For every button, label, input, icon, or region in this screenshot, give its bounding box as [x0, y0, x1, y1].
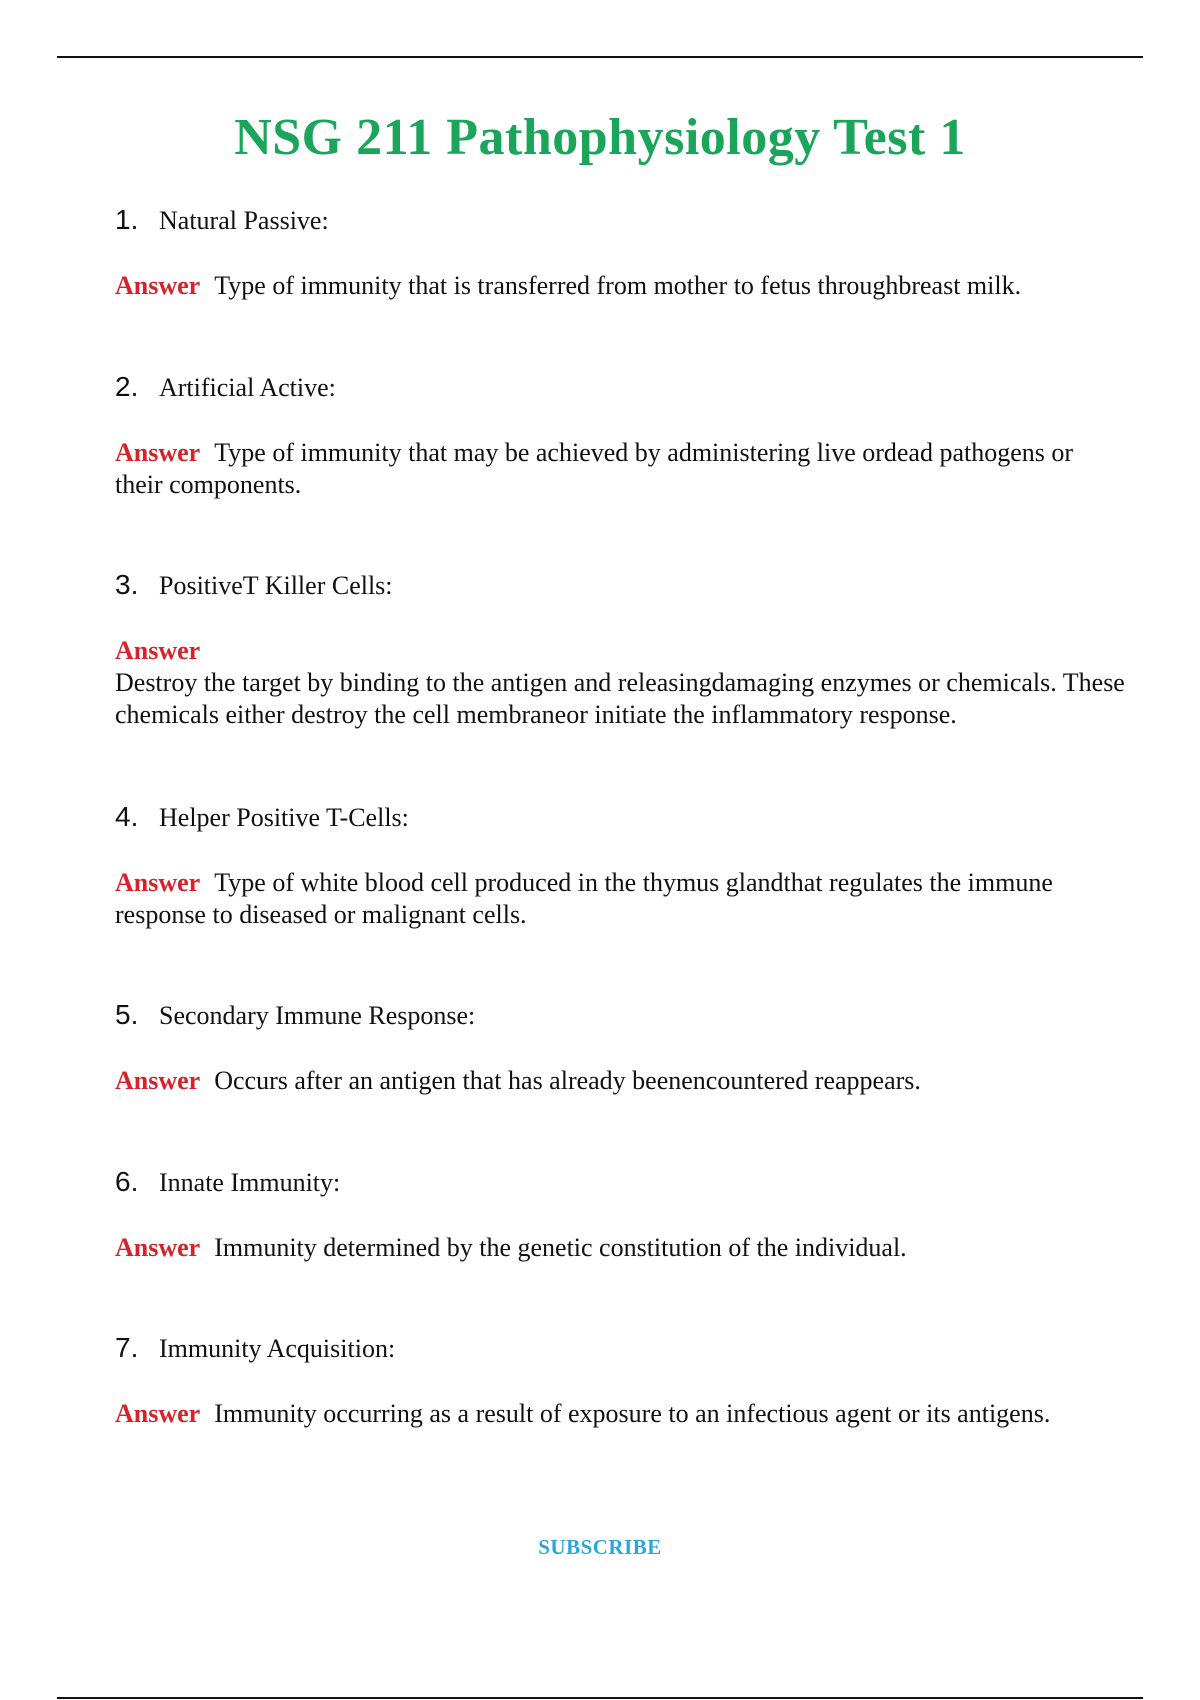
question [115, 1167, 1125, 1198]
answer-label: Answer [115, 636, 201, 665]
bottom-rule [57, 1697, 1143, 1699]
question-number: 6. [115, 1166, 139, 1197]
question [115, 1333, 1125, 1364]
answer-text: Type of immunity that is transferred from mother to fetus throughbreast milk. [214, 271, 1022, 300]
question-number: 2. [115, 371, 139, 402]
qa-item-1 [115, 205, 1125, 302]
answer [115, 437, 1125, 501]
question-text: PositiveT Killer Cells: [159, 571, 393, 600]
answer-label: Answer [115, 1399, 201, 1428]
answer-label: Answer [115, 1066, 201, 1095]
question-number: 7. [115, 1332, 139, 1363]
question-text: Innate Immunity: [159, 1168, 341, 1197]
question-number: 5. [115, 999, 139, 1030]
question-number: 3. [115, 569, 139, 600]
answer [115, 1232, 1125, 1264]
answer-label: Answer [115, 271, 201, 300]
question [115, 802, 1125, 833]
answer-text: Occurs after an antigen that has already beenencountered reappears. [214, 1066, 921, 1095]
question [115, 1000, 1125, 1031]
qa-item-3 [115, 570, 1125, 731]
question-text: Immunity Acquisition: [159, 1334, 396, 1363]
question-text: Secondary Immune Response: [159, 1001, 476, 1030]
question-text: Natural Passive: [159, 206, 329, 235]
qa-item-4 [115, 802, 1125, 931]
qa-item-6 [115, 1167, 1125, 1264]
answer [115, 635, 1125, 731]
qa-item-5 [115, 1000, 1125, 1097]
page-title: NSG 211 Pathophysiology Test 1 [234, 109, 966, 166]
question-number: 1. [115, 204, 139, 235]
question [115, 205, 1125, 236]
answer-text: Immunity determined by the genetic constitution of the individual. [214, 1233, 907, 1262]
question [115, 570, 1125, 601]
answer-text: Type of immunity that may be achieved by administering live ordead pathogens or their components. [115, 438, 1074, 499]
answer [115, 270, 1125, 302]
answer-label: Answer [115, 868, 201, 897]
answer [115, 867, 1125, 931]
answer-label: Answer [115, 438, 201, 467]
question-text: Helper Positive T-Cells: [159, 803, 409, 832]
answer-label: Answer [115, 1233, 201, 1262]
question [115, 372, 1125, 403]
qa-item-2 [115, 372, 1125, 501]
answer [115, 1398, 1125, 1430]
answer-text: Immunity occurring as a result of exposure to an infectious agent or its antigens. [214, 1399, 1051, 1428]
qa-item-7 [115, 1333, 1125, 1430]
answer-text: Type of white blood cell produced in the thymus glandthat regulates the immune response to diseased or malignant cells. [115, 868, 1053, 929]
subscribe-link[interactable]: SUBSCRIBE [538, 1535, 662, 1559]
question-text: Artificial Active: [159, 373, 336, 402]
question-number: 4. [115, 801, 139, 832]
top-rule [57, 56, 1143, 58]
answer [115, 1065, 1125, 1097]
answer-text: Destroy the target by binding to the antigen and releasingdamaging enzymes or chemicals. These chemicals either destroy the cell membraneor initiate the inflammatory response. [115, 668, 1125, 729]
